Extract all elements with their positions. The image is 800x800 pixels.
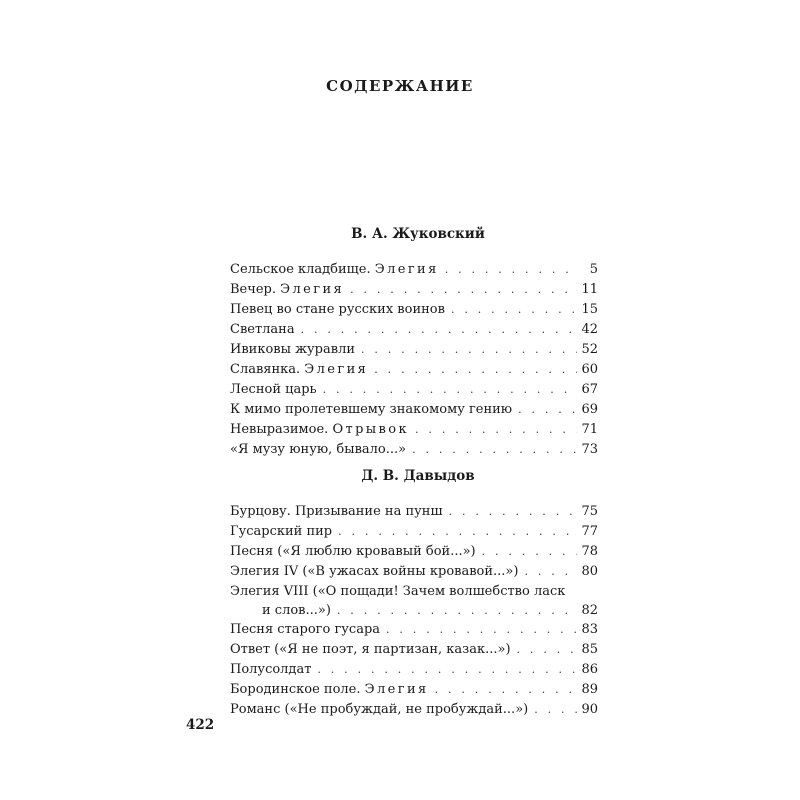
toc-entry xyxy=(230,360,598,380)
leader-dots xyxy=(524,562,577,582)
page-number: 422 xyxy=(186,717,215,733)
toc-entry-title: Невыразимое. xyxy=(230,422,329,437)
toc-entry-line xyxy=(230,601,598,620)
toc-list xyxy=(230,502,598,720)
toc-entry xyxy=(230,320,598,340)
toc-page-number: 89 xyxy=(581,682,598,697)
toc-page-number: 80 xyxy=(581,564,598,579)
toc-entry-title-wrap xyxy=(230,320,295,340)
toc-entry-title: Песня старого гусара xyxy=(230,622,381,637)
page-title: СОДЕРЖАНИЕ xyxy=(326,77,474,95)
toc-entry-title: Лесной царь xyxy=(230,382,317,397)
toc-entry-title: Гусарский пир xyxy=(230,524,333,539)
toc-page-number: 52 xyxy=(581,342,598,357)
toc-entry xyxy=(230,640,598,660)
toc-entry-title: Ивиковы журавли xyxy=(230,342,355,357)
toc-entry-title: Сельское кладбище. xyxy=(230,262,371,277)
toc-page-number: 77 xyxy=(581,524,598,539)
toc-entry xyxy=(230,522,598,542)
toc-entry xyxy=(230,680,598,700)
toc-page-number: 69 xyxy=(581,402,598,417)
leader-dots xyxy=(482,542,578,562)
toc-entry-title: Славянка. xyxy=(230,362,301,377)
leader-dots xyxy=(323,380,578,400)
toc-entry-title-wrap xyxy=(230,420,409,440)
leader-dots xyxy=(386,620,577,640)
toc-entry-title: Бородинское поле. xyxy=(230,682,361,697)
leader-dots xyxy=(445,260,578,280)
toc-list xyxy=(230,260,598,460)
toc-entry-title-wrap xyxy=(230,380,317,400)
toc-page-number: 86 xyxy=(581,662,598,677)
leader-dots xyxy=(534,700,577,720)
toc-entry-genre: Элегия xyxy=(304,362,369,377)
toc-entry xyxy=(230,280,598,300)
toc-entry-title-wrap xyxy=(230,340,355,360)
toc-entry-title-wrap xyxy=(230,700,528,720)
toc-entry-title: Светлана xyxy=(230,322,295,337)
toc-entry-continuation: и слов...») xyxy=(262,603,331,618)
toc-page-number: 67 xyxy=(581,382,598,397)
leader-dots xyxy=(350,280,577,300)
toc-entry-genre: Элегия xyxy=(364,682,429,697)
toc-entry xyxy=(230,562,598,582)
leader-dots xyxy=(338,522,577,542)
toc-page-number: 71 xyxy=(581,422,598,437)
toc-entry-title-wrap xyxy=(230,680,429,700)
toc-entry-title: Полусолдат xyxy=(230,662,312,677)
toc-entry-title-wrap xyxy=(230,620,380,640)
toc-entry xyxy=(230,620,598,640)
toc-page-number: 83 xyxy=(581,622,598,637)
toc-entry xyxy=(230,380,598,400)
toc-entry-title: К мимо пролетевшему знакомому гению xyxy=(230,402,513,417)
leader-dots xyxy=(412,440,577,460)
toc-entry xyxy=(230,502,598,522)
leader-dots xyxy=(337,601,578,620)
leader-dots xyxy=(374,360,577,380)
toc-page-number: 82 xyxy=(581,603,598,618)
toc-entry-title-wrap xyxy=(230,640,511,660)
toc-entry-title: Элегия VIII («О пощади! Зачем волшебство ласк xyxy=(230,584,566,599)
leader-dots xyxy=(449,502,578,522)
toc-entry xyxy=(230,300,598,320)
toc-page-number: 42 xyxy=(581,322,598,337)
leader-dots xyxy=(361,340,577,360)
toc-page-number: 11 xyxy=(581,282,598,297)
toc-entry-title-wrap xyxy=(230,300,445,320)
leader-dots xyxy=(415,420,577,440)
section-author: Д. В. Давыдов xyxy=(361,468,475,484)
toc-entry-genre: Элегия xyxy=(280,282,345,297)
toc-entry-title: Элегия IV («В ужасах войны кровавой...») xyxy=(230,564,519,579)
toc-entry-genre: Элегия xyxy=(374,262,439,277)
toc-entry-title-wrap xyxy=(230,440,406,460)
toc-entry xyxy=(230,582,598,620)
toc-entry-title-wrap xyxy=(230,660,311,680)
toc-entry-title-wrap xyxy=(230,260,439,280)
toc-entry-title: «Я музу юную, бывало...» xyxy=(230,442,407,457)
toc-page-number: 5 xyxy=(589,262,598,277)
leader-dots xyxy=(317,660,577,680)
leader-dots xyxy=(451,300,578,320)
leader-dots xyxy=(517,640,578,660)
toc-entry-title: Вечер. xyxy=(230,282,276,297)
toc-entry-title-wrap xyxy=(230,280,344,300)
toc-entry xyxy=(230,542,598,562)
toc-entry-title-wrap xyxy=(230,522,332,542)
toc-entry xyxy=(230,400,598,420)
toc-entry xyxy=(230,440,598,460)
leader-dots xyxy=(301,320,578,340)
toc-section-zhukovsky xyxy=(230,226,598,460)
toc-page-number: 85 xyxy=(581,642,598,657)
toc-page-number: 60 xyxy=(581,362,598,377)
toc-entry xyxy=(230,700,598,720)
leader-dots xyxy=(518,400,577,420)
leader-dots xyxy=(435,680,578,700)
toc-page-number: 75 xyxy=(581,504,598,519)
toc-entry xyxy=(230,260,598,280)
toc-entry-title: Романс («Не пробуждай, не пробуждай...») xyxy=(230,702,529,717)
toc-page-number: 78 xyxy=(581,544,598,559)
toc-entry-title-wrap xyxy=(230,562,518,582)
toc-entry-title-wrap xyxy=(230,542,476,562)
toc-entry xyxy=(230,660,598,680)
toc-entry-title-wrap xyxy=(230,502,443,522)
toc-entry-title: Бурцову. Призывание на пунш xyxy=(230,504,443,519)
toc-entry-title: Певец во стане русских воинов xyxy=(230,302,445,317)
toc-section-davydov xyxy=(230,468,598,720)
toc-entry-genre: Отрывок xyxy=(332,422,410,437)
toc-entry-title-wrap xyxy=(230,400,512,420)
toc-entry-title: Песня («Я люблю кровавый бой...») xyxy=(230,544,476,559)
toc-entry xyxy=(230,340,598,360)
toc-entry xyxy=(230,420,598,440)
toc-page-number: 90 xyxy=(581,702,598,717)
toc-page-number: 73 xyxy=(581,442,598,457)
section-author: В. А. Жуковский xyxy=(351,226,485,242)
toc-page-number: 15 xyxy=(581,302,598,317)
toc-entry-title: Ответ («Я не поэт, я партизан, казак...») xyxy=(230,642,511,657)
toc-entry-title-wrap xyxy=(230,360,368,380)
